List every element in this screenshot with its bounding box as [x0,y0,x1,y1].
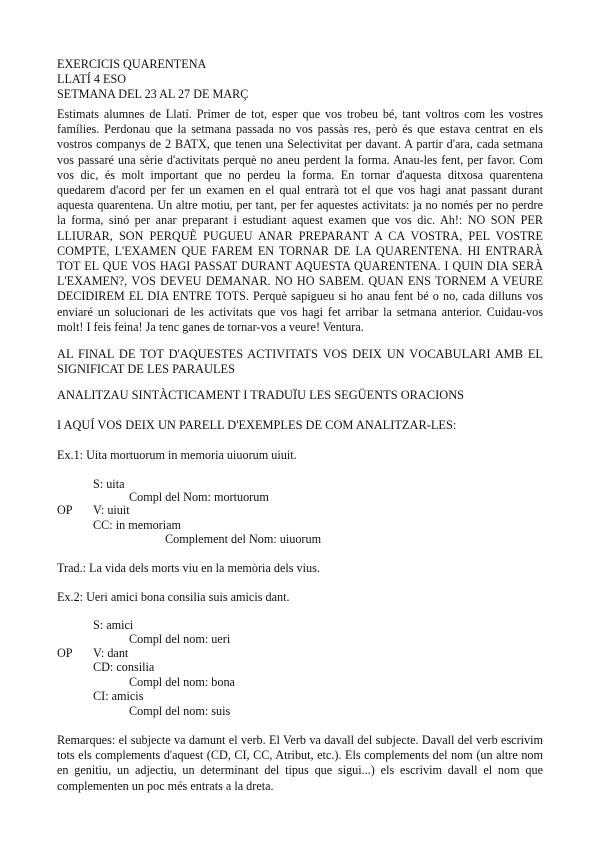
example-2-subject-complement: Compl del nom: ueri [129,632,231,646]
example-1-sentence: Ex.1: Uita mortuorum in memoria uiuorum uiuit. [57,448,297,462]
example-1-translation: Trad.: La vida dels morts viu en la memòria dels vius. [57,561,320,575]
example-2-subject: S: amici [93,618,134,632]
example-2-verb: V: dant [93,646,129,660]
example-1-op-label: OP [57,503,73,517]
examples-intro: I AQUÍ VOS DEIX UN PARELL D'EXEMPLES DE COM ANALITZAR-LES: [57,418,457,432]
example-1-cc-complement: Complement del Nom: uiuorum [165,532,322,546]
header-title: EXERCICIS QUARENTENA [57,57,207,71]
document-header [57,57,543,103]
remarks-paragraph: Remarques: el subjecte va damunt el verb. El Verb va davall del subjecte. Davall del verb escrivim tots els complements d'aquest (CD, CI, CC, Atribut, etc.). Els complements del nom (un altre nom en genitiu, un adjectiu, un determinant del tipus que sigui...) els escrivim davall el nom que complementen un poc més entrats a la dreta. [57,733,543,793]
header-course: LLATÍ 4 ESO [57,72,127,87]
intro-text-main: Estimats alumnes de Llatí. Primer de tot, esper que vos trobeu bé, tant voltros com les vostres famílies. Perdonau que la setmana passada no vos passàs res, però és que estava centrat en els vostros companys de 2 BATX, que tenen una Selectivitat per davant. A partir d'ara, cada setmana vos passaré una sèrie d'activitats perquè no aneu perdent la forma. Anau-les fent, per favor. Com vos dic, és molt important que no perdeu la forma. En tornar d'aquesta ditxosa quarentena quedarem d'acord per fer un examen en el qual entrarà tot el que vos hagi anat passant durant aquesta quarentena. Un altre motiu, per tant, per fer aquestes activitats: ja no només per no perdre la forma, sinó per anar preparant i estudiant aquest examen que vos dic. Ah!: NO SON PER LLIURAR, SON PERQUÈ PUGUEU ANAR PREPARANT A CA VOSTRA, PEL VOSTRE COMPTE, L'EXAMEN QUE FAREM EN TORNAR DE LA QUARENTENA. HI ENTRARÀ TOT EL QUE VOS HAGI PASSAT DURANT AQUESTA QUARENTENA. I QUIN DIA SERÀ L'EXAMEN?, VOS DEVEU DEMANAR. NO HO SABEM. QUAN ENS TORNEM A VEURE DECIDIREM EL DIA ENTRE TOTS. [57,107,543,304]
example-2-op-label: OP [57,646,73,660]
example-2-sentence: Ex.2: Ueri amici bona consilia suis amicis dant. [57,590,290,604]
instruction-heading: ANALITZAU SINTÀCTICAMENT I TRADUÏU LES SEGÜENTS ORACIONS [57,388,465,402]
example-2-ci: CI: amicis [93,689,144,703]
vocabulary-note: AL FINAL DE TOT D'AQUESTES ACTIVITATS VOS DEIX UN VOCABULARI AMB EL SIGNIFICAT DE LES PARAULES [57,347,543,377]
example-1-subject: S: uita [93,477,125,491]
header-week: SETMANA DEL 23 AL 27 DE MARÇ [57,87,249,102]
example-2-cd-complement: Compl del nom: bona [129,675,235,689]
intro-text-closing: Perquè sapigueu si ho anau fent bé o no, cada dilluns vos enviaré un solucionari de les activitats que vos hagi fet arribar la setmana anterior. Cuidau-vos molt! I feis feina! Ja tenc ganes de tornar-vos a veure! Ventura. [57,289,544,334]
example-2-ci-complement: Compl del nom: suis [129,704,231,718]
example-1-cc: CC: in memoriam [93,518,182,532]
example-1-verb: V: uiuit [93,503,130,517]
example-1-subject-complement: Compl del Nom: mortuorum [129,490,269,504]
example-2-cd: CD: consilia [93,660,155,674]
intro-paragraph [57,107,543,335]
